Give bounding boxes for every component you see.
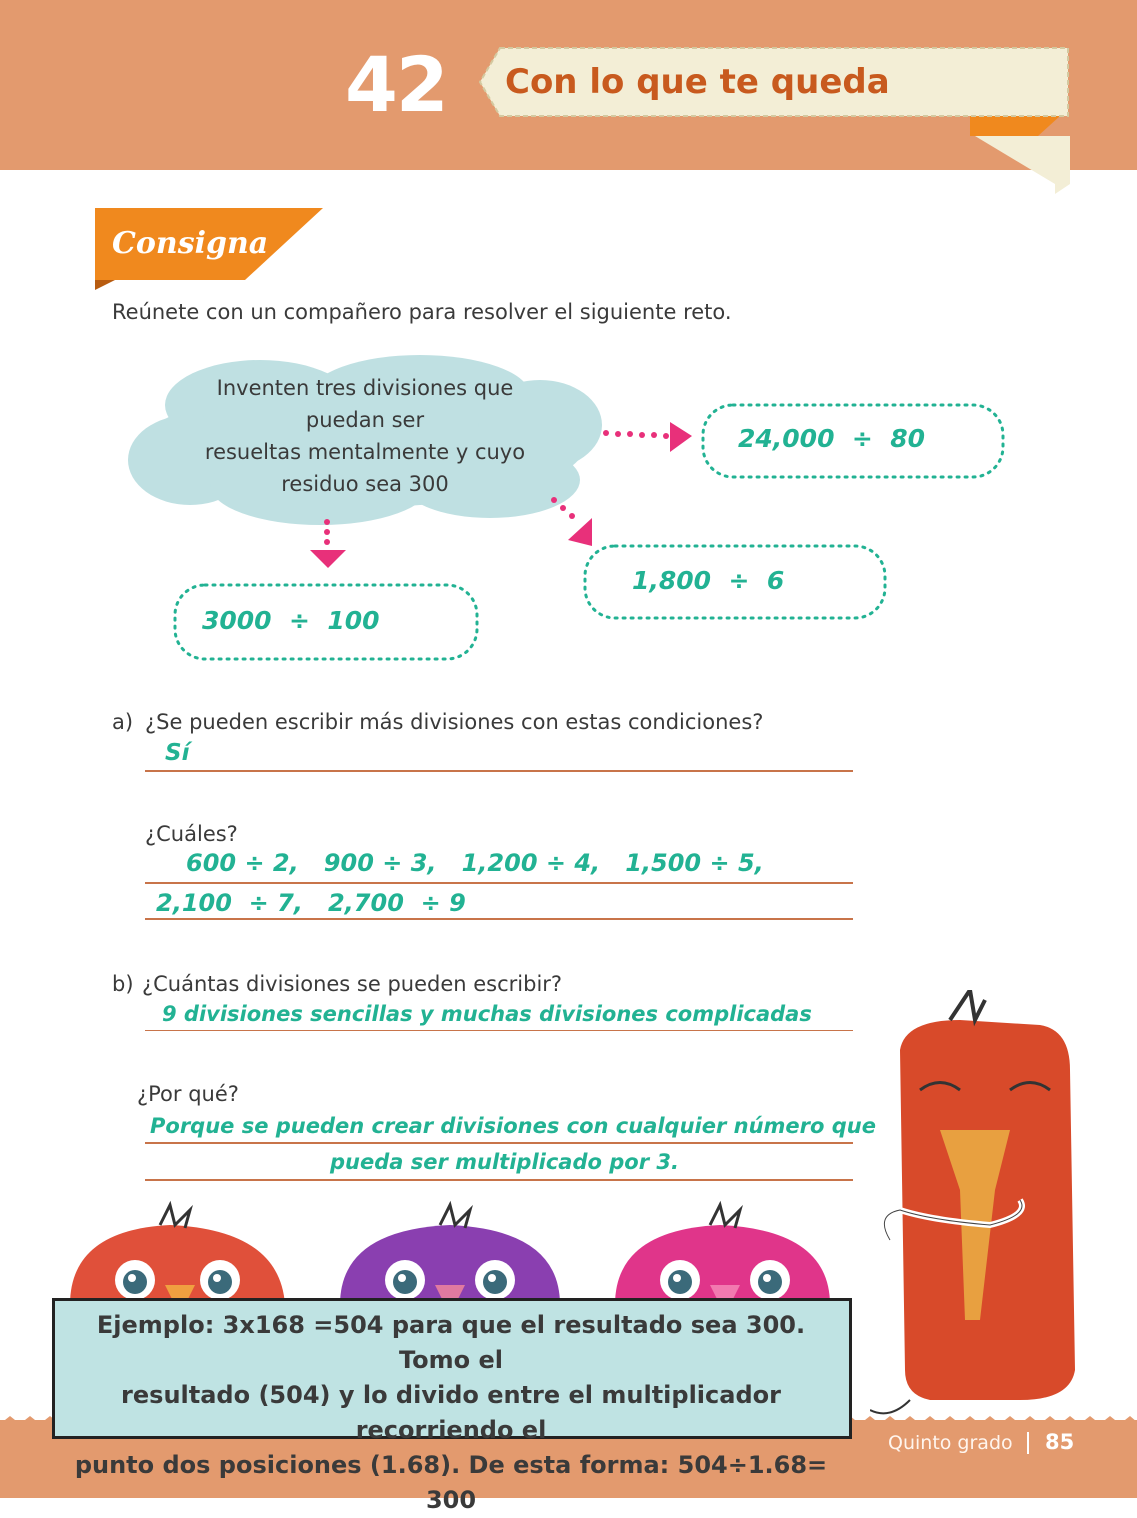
page-number: 85 [1045, 1430, 1075, 1454]
example-line-2: resultado (504) y lo divido entre el multiplicador recorriendo el [121, 1381, 781, 1444]
answer-box-1: 24,000 ÷ 80 [738, 424, 926, 453]
question-b-text: ¿Cuántas divisiones se pueden escribir? [142, 972, 563, 996]
answer-box-2: 1,800 ÷ 6 [632, 566, 785, 595]
question-a-text: ¿Se pueden escribir más divisiones con estas condiciones? [145, 710, 764, 734]
answer-line [145, 770, 853, 772]
red-monster-icon [70, 1205, 285, 1305]
cloud-line-2: puedan ser [305, 408, 425, 432]
arrow-down-icon [310, 519, 346, 568]
answer-box-3: 3000 ÷ 100 [202, 606, 380, 635]
example-line-1: Ejemplo: 3x168 =504 para que el resultado sea 300. Tomo el [96, 1311, 806, 1374]
question-b-letter: b) [112, 972, 134, 996]
example-line-3: punto dos posiciones (1.68). De esta forma: 504÷1.68= 300 [74, 1451, 828, 1514]
answer-line [145, 1179, 853, 1181]
question-b-answer: 9 divisiones sencillas y muchas divisiones complicadas [162, 1002, 812, 1026]
footer-divider [1027, 1432, 1029, 1454]
porque-label: ¿Por qué? [137, 1082, 239, 1106]
cuales-label: ¿Cuáles? [145, 822, 238, 846]
cloud-line-1: Inventen tres divisiones que [216, 376, 514, 400]
footer-grade: Quinto grado [888, 1432, 1013, 1454]
cloud-line-4: residuo sea 300 [281, 472, 449, 496]
porque-answer-line-2: pueda ser multiplicado por 3. [330, 1150, 679, 1174]
example-text [62, 1308, 840, 1518]
tall-red-monster-illustration [870, 990, 1110, 1420]
arrows-layer [0, 0, 1137, 700]
answer-line [145, 918, 853, 920]
question-a-answer: Sí [165, 740, 190, 766]
purple-monster-icon [340, 1205, 560, 1305]
lesson-title: Con lo que te queda [505, 62, 890, 102]
consigna-label: Consigna [112, 226, 269, 261]
arrow-right-icon [603, 422, 692, 452]
cloud-line-3: resueltas mentalmente y cuyo [204, 440, 526, 464]
lesson-number: 42 [345, 40, 447, 129]
cuales-answer-line-2: 2,100 ÷ 7, 2,700 ÷ 9 [156, 889, 466, 917]
question-a-letter: a) [112, 710, 134, 734]
instruction-text: Reúnete con un compañero para resolver el siguiente reto. [112, 300, 732, 324]
answer-line [145, 882, 853, 884]
cuales-answer-line-1: 600 ÷ 2, 900 ÷ 3, 1,200 ÷ 4, 1,500 ÷ 5, [186, 849, 764, 877]
arrow-diagonal-icon [551, 497, 592, 546]
answer-line [145, 1030, 853, 1031]
porque-answer-line-1: Porque se pueden crear divisiones con cualquier número que [150, 1114, 876, 1138]
pink-monster-icon [615, 1205, 830, 1305]
monster-heads-illustration [40, 1200, 860, 1310]
answer-line [145, 1142, 853, 1144]
